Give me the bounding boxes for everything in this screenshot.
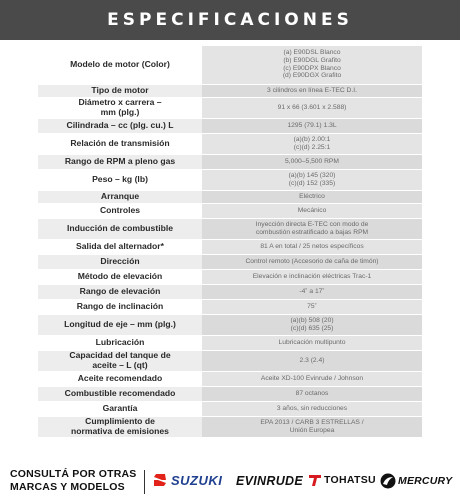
specifications-body bbox=[38, 46, 422, 437]
spec-row bbox=[38, 46, 422, 84]
spec-label: Inducción de combustible bbox=[38, 218, 202, 239]
spec-label: Capacidad del tanque de aceite – L (qt) bbox=[38, 350, 202, 371]
spec-row bbox=[38, 269, 422, 284]
tohatsu-arrow-icon bbox=[308, 473, 322, 487]
mercury-emblem-icon bbox=[380, 473, 396, 489]
spec-value: 2.3 (2.4) bbox=[202, 350, 422, 371]
spec-label: Controles bbox=[38, 203, 202, 218]
spec-row bbox=[38, 190, 422, 203]
evinrude-logo bbox=[236, 474, 303, 488]
suzuki-logo bbox=[152, 472, 222, 488]
mercury-logo bbox=[380, 473, 452, 489]
spec-value: 1295 (79.1) 1.3L bbox=[202, 118, 422, 133]
spec-value: 3 años, sin reducciones bbox=[202, 401, 422, 416]
tohatsu-logo bbox=[308, 473, 376, 487]
spec-row bbox=[38, 314, 422, 335]
spec-label: Cumplimiento de normativa de emisiones bbox=[38, 416, 202, 437]
spec-row bbox=[38, 350, 422, 371]
spec-label: Dirección bbox=[38, 254, 202, 269]
spec-row bbox=[38, 218, 422, 239]
spec-label: Arranque bbox=[38, 190, 202, 203]
spec-row bbox=[38, 154, 422, 169]
spec-value: (a) E90DSL Blanco (b) E90DGL Grafito (c) E90DPX Blanco (d) E90DGX Grafito bbox=[202, 46, 422, 84]
cta-line-1: CONSULTÁ POR OTRAS bbox=[10, 468, 137, 480]
spec-value: Aceite XD-100 Evinrude / Johnson bbox=[202, 371, 422, 386]
spec-row bbox=[38, 284, 422, 299]
spec-row bbox=[38, 84, 422, 97]
page-title: ESPECIFICACIONES bbox=[107, 10, 353, 30]
spec-value: -4˚ a 17˚ bbox=[202, 284, 422, 299]
spec-label: Cilindrada – cc (plg. cu.) L bbox=[38, 118, 202, 133]
spec-value: 91 x 66 (3.601 x 2.588) bbox=[202, 97, 422, 118]
footer-divider bbox=[144, 470, 145, 494]
spec-label: Salida del alternador* bbox=[38, 239, 202, 254]
suzuki-wordmark: SUZUKI bbox=[171, 472, 223, 488]
spec-row bbox=[38, 416, 422, 437]
spec-value: 81 A en total / 25 netos específicos bbox=[202, 239, 422, 254]
spec-row bbox=[38, 254, 422, 269]
page-header bbox=[0, 0, 460, 40]
spec-label: Longitud de eje – mm (plg.) bbox=[38, 314, 202, 335]
spec-label: Modelo de motor (Color) bbox=[38, 46, 202, 84]
spec-row bbox=[38, 133, 422, 154]
spec-label: Rango de RPM a pleno gas bbox=[38, 154, 202, 169]
spec-label: Rango de inclinación bbox=[38, 299, 202, 314]
spec-value: (a)(b) 508 (20) (c)(d) 635 (25) bbox=[202, 314, 422, 335]
cta-line-2: MARCAS Y MODELOS bbox=[10, 480, 125, 493]
spec-label: Aceite recomendado bbox=[38, 371, 202, 386]
spec-value: Eléctrico bbox=[202, 190, 422, 203]
spec-label: Rango de elevación bbox=[38, 284, 202, 299]
spec-label: Diámetro x carrera – mm (plg.) bbox=[38, 97, 202, 118]
spec-row bbox=[38, 371, 422, 386]
spec-value: Mecánico bbox=[202, 203, 422, 218]
spec-value: 75˚ bbox=[202, 299, 422, 314]
spec-row bbox=[38, 401, 422, 416]
spec-label: Relación de transmisión bbox=[38, 133, 202, 154]
specifications-table bbox=[38, 46, 422, 438]
spec-row bbox=[38, 118, 422, 133]
spec-label: Peso – kg (lb) bbox=[38, 169, 202, 190]
spec-label: Garantía bbox=[38, 401, 202, 416]
spec-value: (a)(b) 2.00:1 (c)(d) 2.25:1 bbox=[202, 133, 422, 154]
spec-value: 87 octanos bbox=[202, 386, 422, 401]
spec-row bbox=[38, 203, 422, 218]
spec-value: 5,000–5,500 RPM bbox=[202, 154, 422, 169]
footer bbox=[0, 462, 460, 500]
mercury-wordmark: MERCURY bbox=[398, 475, 453, 487]
spec-value: Elevación e inclinación eléctricas Trac-1 bbox=[202, 269, 422, 284]
spec-value: Inyección directa E-TEC con modo de combustión estratificado a bajas RPM bbox=[202, 218, 422, 239]
spec-label: Lubricación bbox=[38, 335, 202, 350]
spec-row bbox=[38, 335, 422, 350]
spec-row bbox=[38, 169, 422, 190]
spec-row bbox=[38, 299, 422, 314]
spec-label: Combustible recomendado bbox=[38, 386, 202, 401]
tohatsu-wordmark: TOHATSU bbox=[324, 474, 376, 486]
spec-label: Tipo de motor bbox=[38, 84, 202, 97]
spec-value: 3 cilindros en línea E-TEC D.I. bbox=[202, 84, 422, 97]
spec-value: EPA 2013 / CARB 3 ESTRELLAS / Unión Europea bbox=[202, 416, 422, 437]
spec-row bbox=[38, 239, 422, 254]
spec-row bbox=[38, 97, 422, 118]
spec-value: Control remoto (Accesorio de caña de timón) bbox=[202, 254, 422, 269]
other-brands-cta bbox=[10, 468, 140, 493]
spec-label: Método de elevación bbox=[38, 269, 202, 284]
suzuki-s-icon bbox=[152, 472, 168, 488]
evinrude-wordmark: EVINRUDE bbox=[236, 474, 303, 488]
spec-value: Lubricación multipunto bbox=[202, 335, 422, 350]
spec-row bbox=[38, 386, 422, 401]
spec-value: (a)(b) 145 (320) (c)(d) 152 (335) bbox=[202, 169, 422, 190]
